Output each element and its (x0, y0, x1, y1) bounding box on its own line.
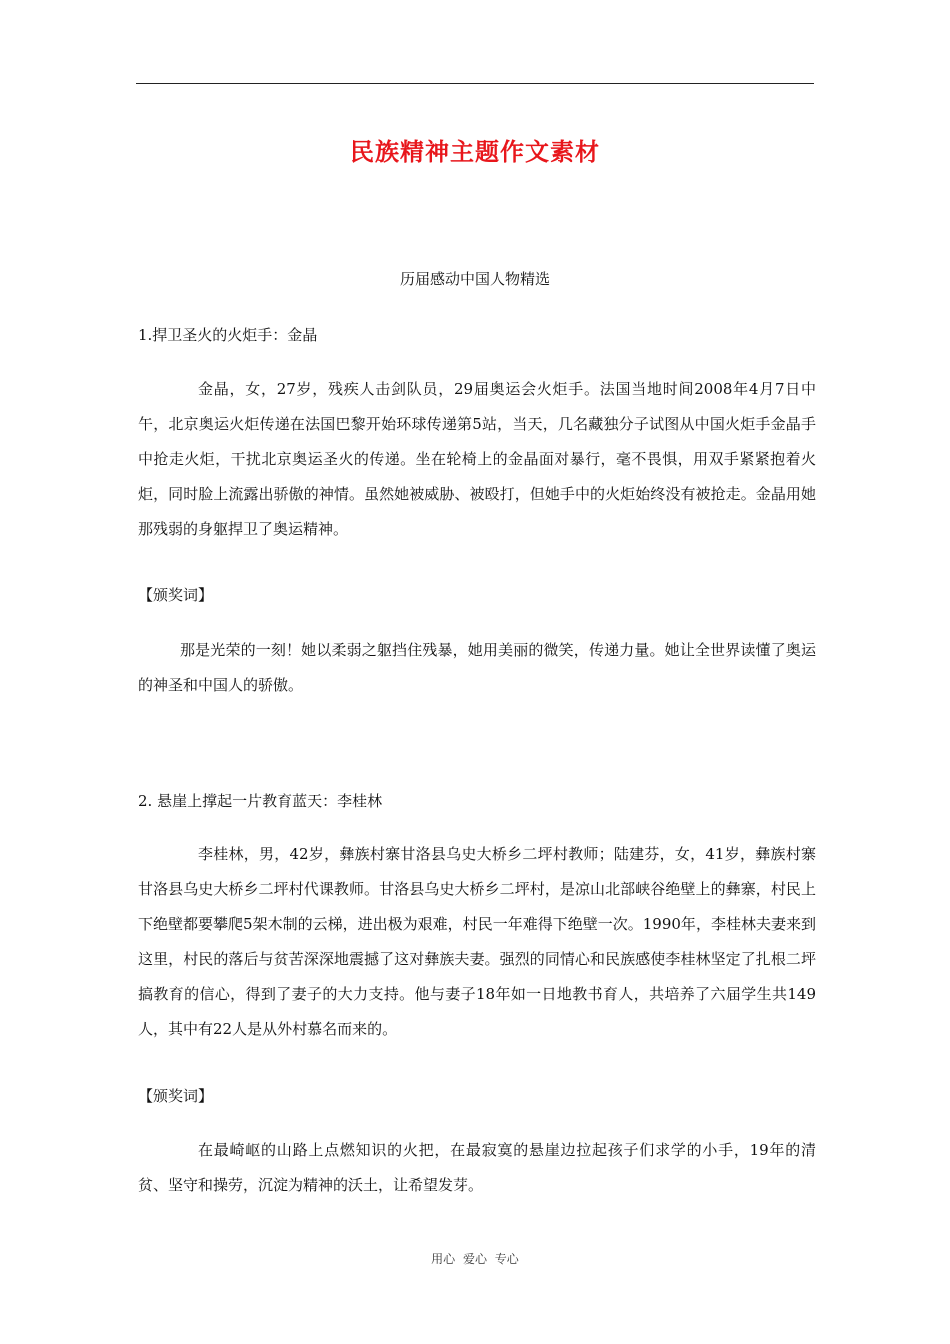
section-2-heading: 2. 悬崖上撑起一片教育蓝天：李桂林 (138, 792, 383, 810)
section-1-heading: 1.捍卫圣火的火炬手：金晶 (138, 326, 318, 344)
document-subtitle: 历届感动中国人物精选 (399, 270, 550, 288)
header-rule (136, 83, 814, 84)
section-2-award-label: 【颁奖词】 (138, 1087, 214, 1105)
page-footer: 用心 爱心 专心 (431, 1252, 519, 1266)
section-1-body: 金晶，女，27岁，残疾人击剑队员，29届奥运会火炬手。法国当地时间2008年4月7日中午，北京奥运火炬传递在法国巴黎开始环球传递第5站，当天，几名藏独分子试图从中国火炬手金晶手中抢走火炬，干扰北京奥运圣火的传递。坐在轮椅上的金晶面对暴行，毫不畏惧，用双手紧紧抱着火炬，同时脸上流露出骄傲的神情。虽然她被威胁、被殴打，但她手中的火炬始终没有被抢走。金晶用她那残弱的身躯捍卫了奥运精神。 (138, 380, 816, 538)
section-1-award-label: 【颁奖词】 (138, 586, 214, 604)
document-title: 民族精神主题作文素材 (350, 138, 600, 166)
section-1-award-text: 那是光荣的一刻！她以柔弱之躯挡住残暴，她用美丽的微笑，传递力量。她让全世界读懂了奥运的神圣和中国人的骄傲。 (138, 641, 816, 694)
section-2-body: 李桂林，男，42岁，彝族村寨甘洛县乌史大桥乡二坪村教师；陆建芬，女，41岁，彝族村寨甘洛县乌史大桥乡二坪村代课教师。甘洛县乌史大桥乡二坪村，是凉山北部峡谷绝壁上的彝寨，村民上下绝壁都要攀爬5架木制的云梯，进出极为艰难，村民一年难得下绝壁一次。1990年，李桂林夫妻来到这里，村民的落后与贫苦深深地震撼了这对彝族夫妻。强烈的同情心和民族感使李桂林坚定了扎根二坪搞教育的信心，得到了妻子的大力支持。他与妻子18年如一日地教书育人，共培养了六届学生共149人，其中有22人是从外村慕名而来的。 (138, 845, 816, 1038)
section-2-award-text: 在最崎岖的山路上点燃知识的火把，在最寂寞的悬崖边拉起孩子们求学的小手，19年的清贫、坚守和操劳，沉淀为精神的沃土，让希望发芽。 (138, 1141, 816, 1194)
